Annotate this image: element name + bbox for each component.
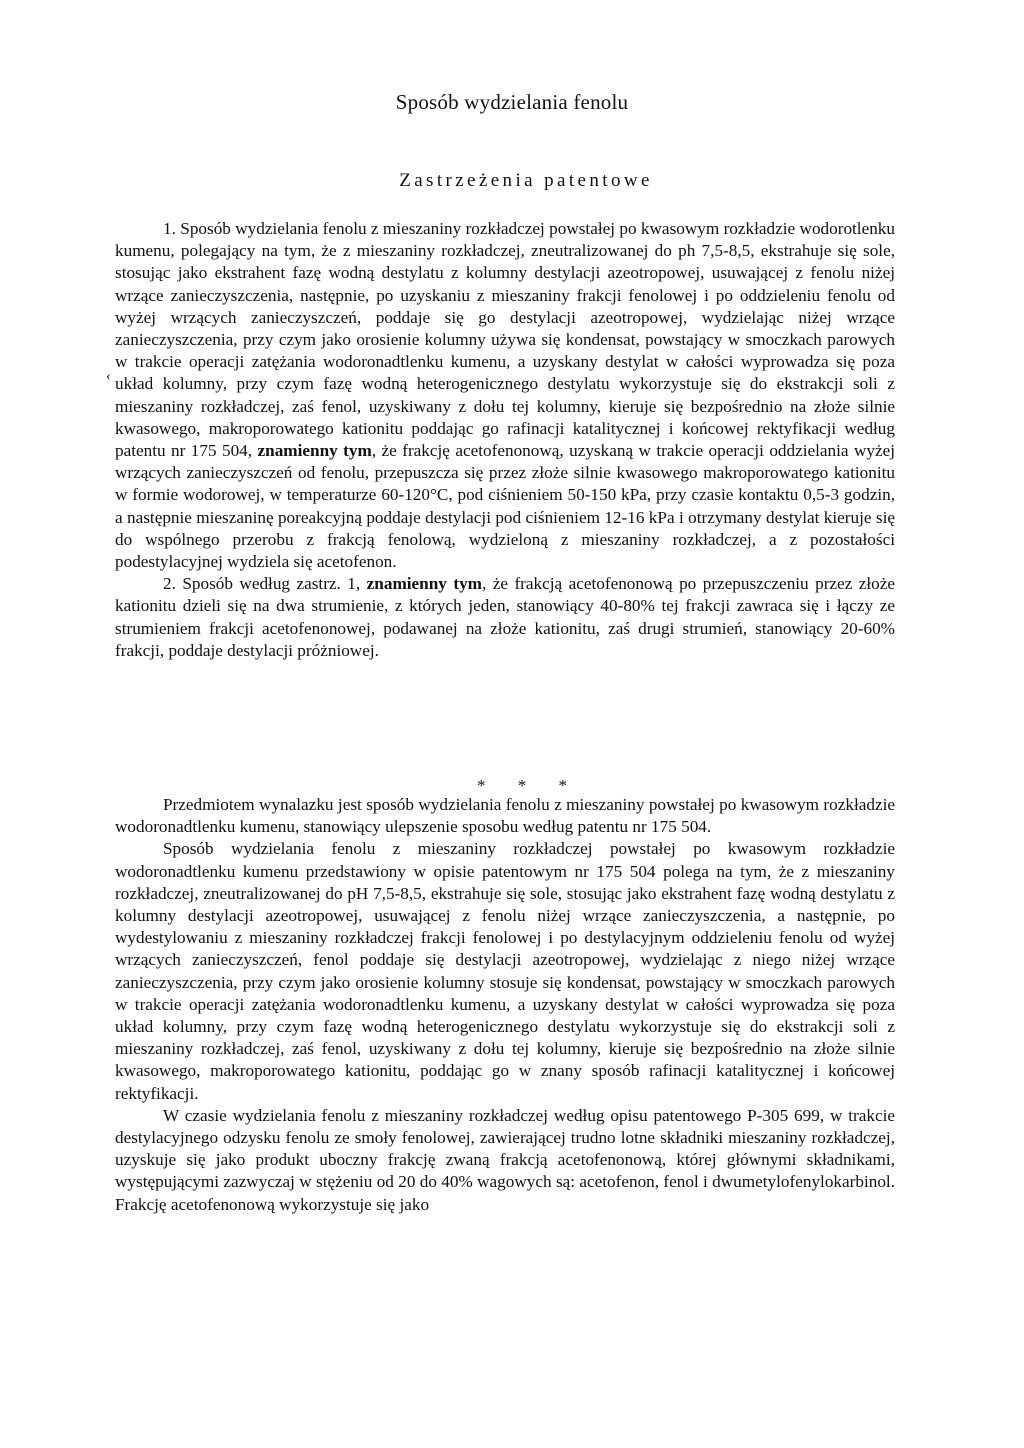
claim-1-characterizing-phrase: znamienny tym (257, 441, 372, 461)
claim-1-continuation: , że frakcję acetofenonową, uzyskaną w trakcie operacji oddzielania wyżej wrzących zanieczyszczeń od fenolu, przepuszcza się przez złoże silnie kwasowego makroporowatego kationitu w formie wodorowej, w temperaturze 60-120°C, pod ciśnieniem 50-150 kPa, przy czasie kontaktu 0,5-3 godzin, a następnie mieszaninę poreakcyjną poddaje destylacji pod ciśnieniem 12-16 kPa i otrzymany destylat kieruje się do wspólnego przerobu z frakcją fenolową, wydzieloną z mieszaniny rozkładczej, a z pozostałości podestylacyjnej wydziela się acetofenon. (115, 441, 896, 572)
claim-2 (115, 573, 895, 662)
description-paragraph: W czasie wydzielania fenolu z mieszaniny rozkładczej według opisu patentowego P-305 699, w trakcie destylacyjnego odzysku fenolu ze smoły fenolowej, zawierającej trudno lotne składniki mieszaniny rozkładczej, uzyskuje się jako produkt uboczny frakcję zwaną frakcją acetofenonową, której głównymi składnikami, występującymi zazwyczaj w stężeniu od 20 do 40% wagowych są: acetofenon, fenol i dwumetylofenylokarbinol. Frakcję acetofenonową wykorzystuje się jako (115, 1105, 895, 1214)
claim-1-text: 1. Sposób wydzielania fenolu z mieszaniny rozkładczej powstałej po kwasowym rozkładzie wodorotlenku kumenu, polegający na tym, że z mieszaniny rozkładczej, zneutralizowanej do ph 7,5-8,5, ekstrahuje się sole, stosując jako ekstrahent fazę wodną destylatu z kolumny destylacji azeotropowej, usuwającej z fenolu niżej wrzące zanieczyszczenia, następnie, po uzyskaniu z mieszaniny frakcji fenolowej i po oddzieleniu fenolu od wyżej wrzących zanieczyszczeń, poddaje się go destylacji azeotropowej, wydzielając niżej wrzące zanieczyszczenia, przy czym jako orosienie kolumny używa się kondensat, powstający w smoczkach parowych w trakcie operacji zatężania wodoronadtlenku kumenu, a uzyskany destylat w całości wyprowadza się poza układ kolumny, przy czym fazę wodną heterogenicznego destylatu wykorzystuje się do ekstrakcji soli z mieszaniny rozkładczej, zaś fenol, uzyskiwany z dołu tej kolumny, kieruje się bezpośrednio na złoże silnie kwasowego, makroporowatego kationitu poddając go rafinacji katalitycznej i końcowej rektyfikacji według patentu nr 175 504, (115, 219, 895, 461)
claims-section (115, 218, 895, 662)
description-paragraph: Sposób wydzielania fenolu z mieszaniny rozkładczej powstałej po kwasowym rozkładzie wodoronadtlenku kumenu przedstawiony w opisie patentowym nr 175 504 polega na tym, że z mieszaniny rozkładczej, zneutralizowanej do pH 7,5-8,5, ekstrahuje się sole, stosując jako ekstrahent fazę wodną destylatu z kolumny destylacji azeotropowej, usuwającej z fenolu niżej wrzące zanieczyszczenia, a następnie, po wydestylowaniu z mieszaniny rozkładczej frakcji fenolowej i po destylacyjnym oddzieleniu fenolu od wyżej wrzących zanieczyszczeń, fenol poddaje się destylacji azeotropowej, wydzielając z niego niżej wrzące zanieczyszczenia, przy czym jako orosienie kolumny stosuje się kondensat, powstający w smoczkach parowych w trakcie operacji zatężania wodoronadtlenku kumenu, a uzyskany destylat w całości wyprowadza się poza układ kolumny, przy czym fazę wodną heterogenicznego destylatu wykorzystuje się do ekstrakcji soli z mieszaniny rozkładczej, zaś fenol, uzyskiwany z dołu tej kolumny, kieruje się bezpośrednio na złoże silnie kwasowego, makroporowatego kationitu, poddając go w znany sposób rafinacji katalitycznej i końcowej rektyfikacji. (115, 839, 895, 1103)
description-section (115, 794, 895, 1216)
section-separator: * * * (477, 776, 581, 795)
claim-2-characterizing-phrase: znamienny tym (366, 574, 482, 594)
claims-heading: Zastrzeżenia patentowe (399, 170, 653, 191)
description-paragraph: Przedmiotem wynalazku jest sposób wydzielania fenolu z mieszaniny powstałej po kwasowym rozkładzie wodoronadtlenku kumenu, stanowiący ulepszenie sposobu według patentu nr 175 504. (115, 795, 895, 837)
claim-1 (115, 218, 895, 573)
claim-2-continuation: , że frakcją acetofenonową po przepuszczeniu przez złoże kationitu dzieli się na dwa strumienie, z których jeden, stanowiący 40-80% tej frakcji zawraca się i łączy ze strumieniem frakcji acetofenonowej, podawanej na złoże kationitu, zaś drugi strumień, stanowiący 20-60% frakcji, poddaje destylacji próżniowej. (115, 574, 896, 660)
document-title: Sposób wydzielania fenolu (395, 90, 629, 114)
claim-2-text: 2. Sposób według zastrz. 1, (163, 574, 361, 594)
margin-mark: ‹ (106, 369, 111, 384)
